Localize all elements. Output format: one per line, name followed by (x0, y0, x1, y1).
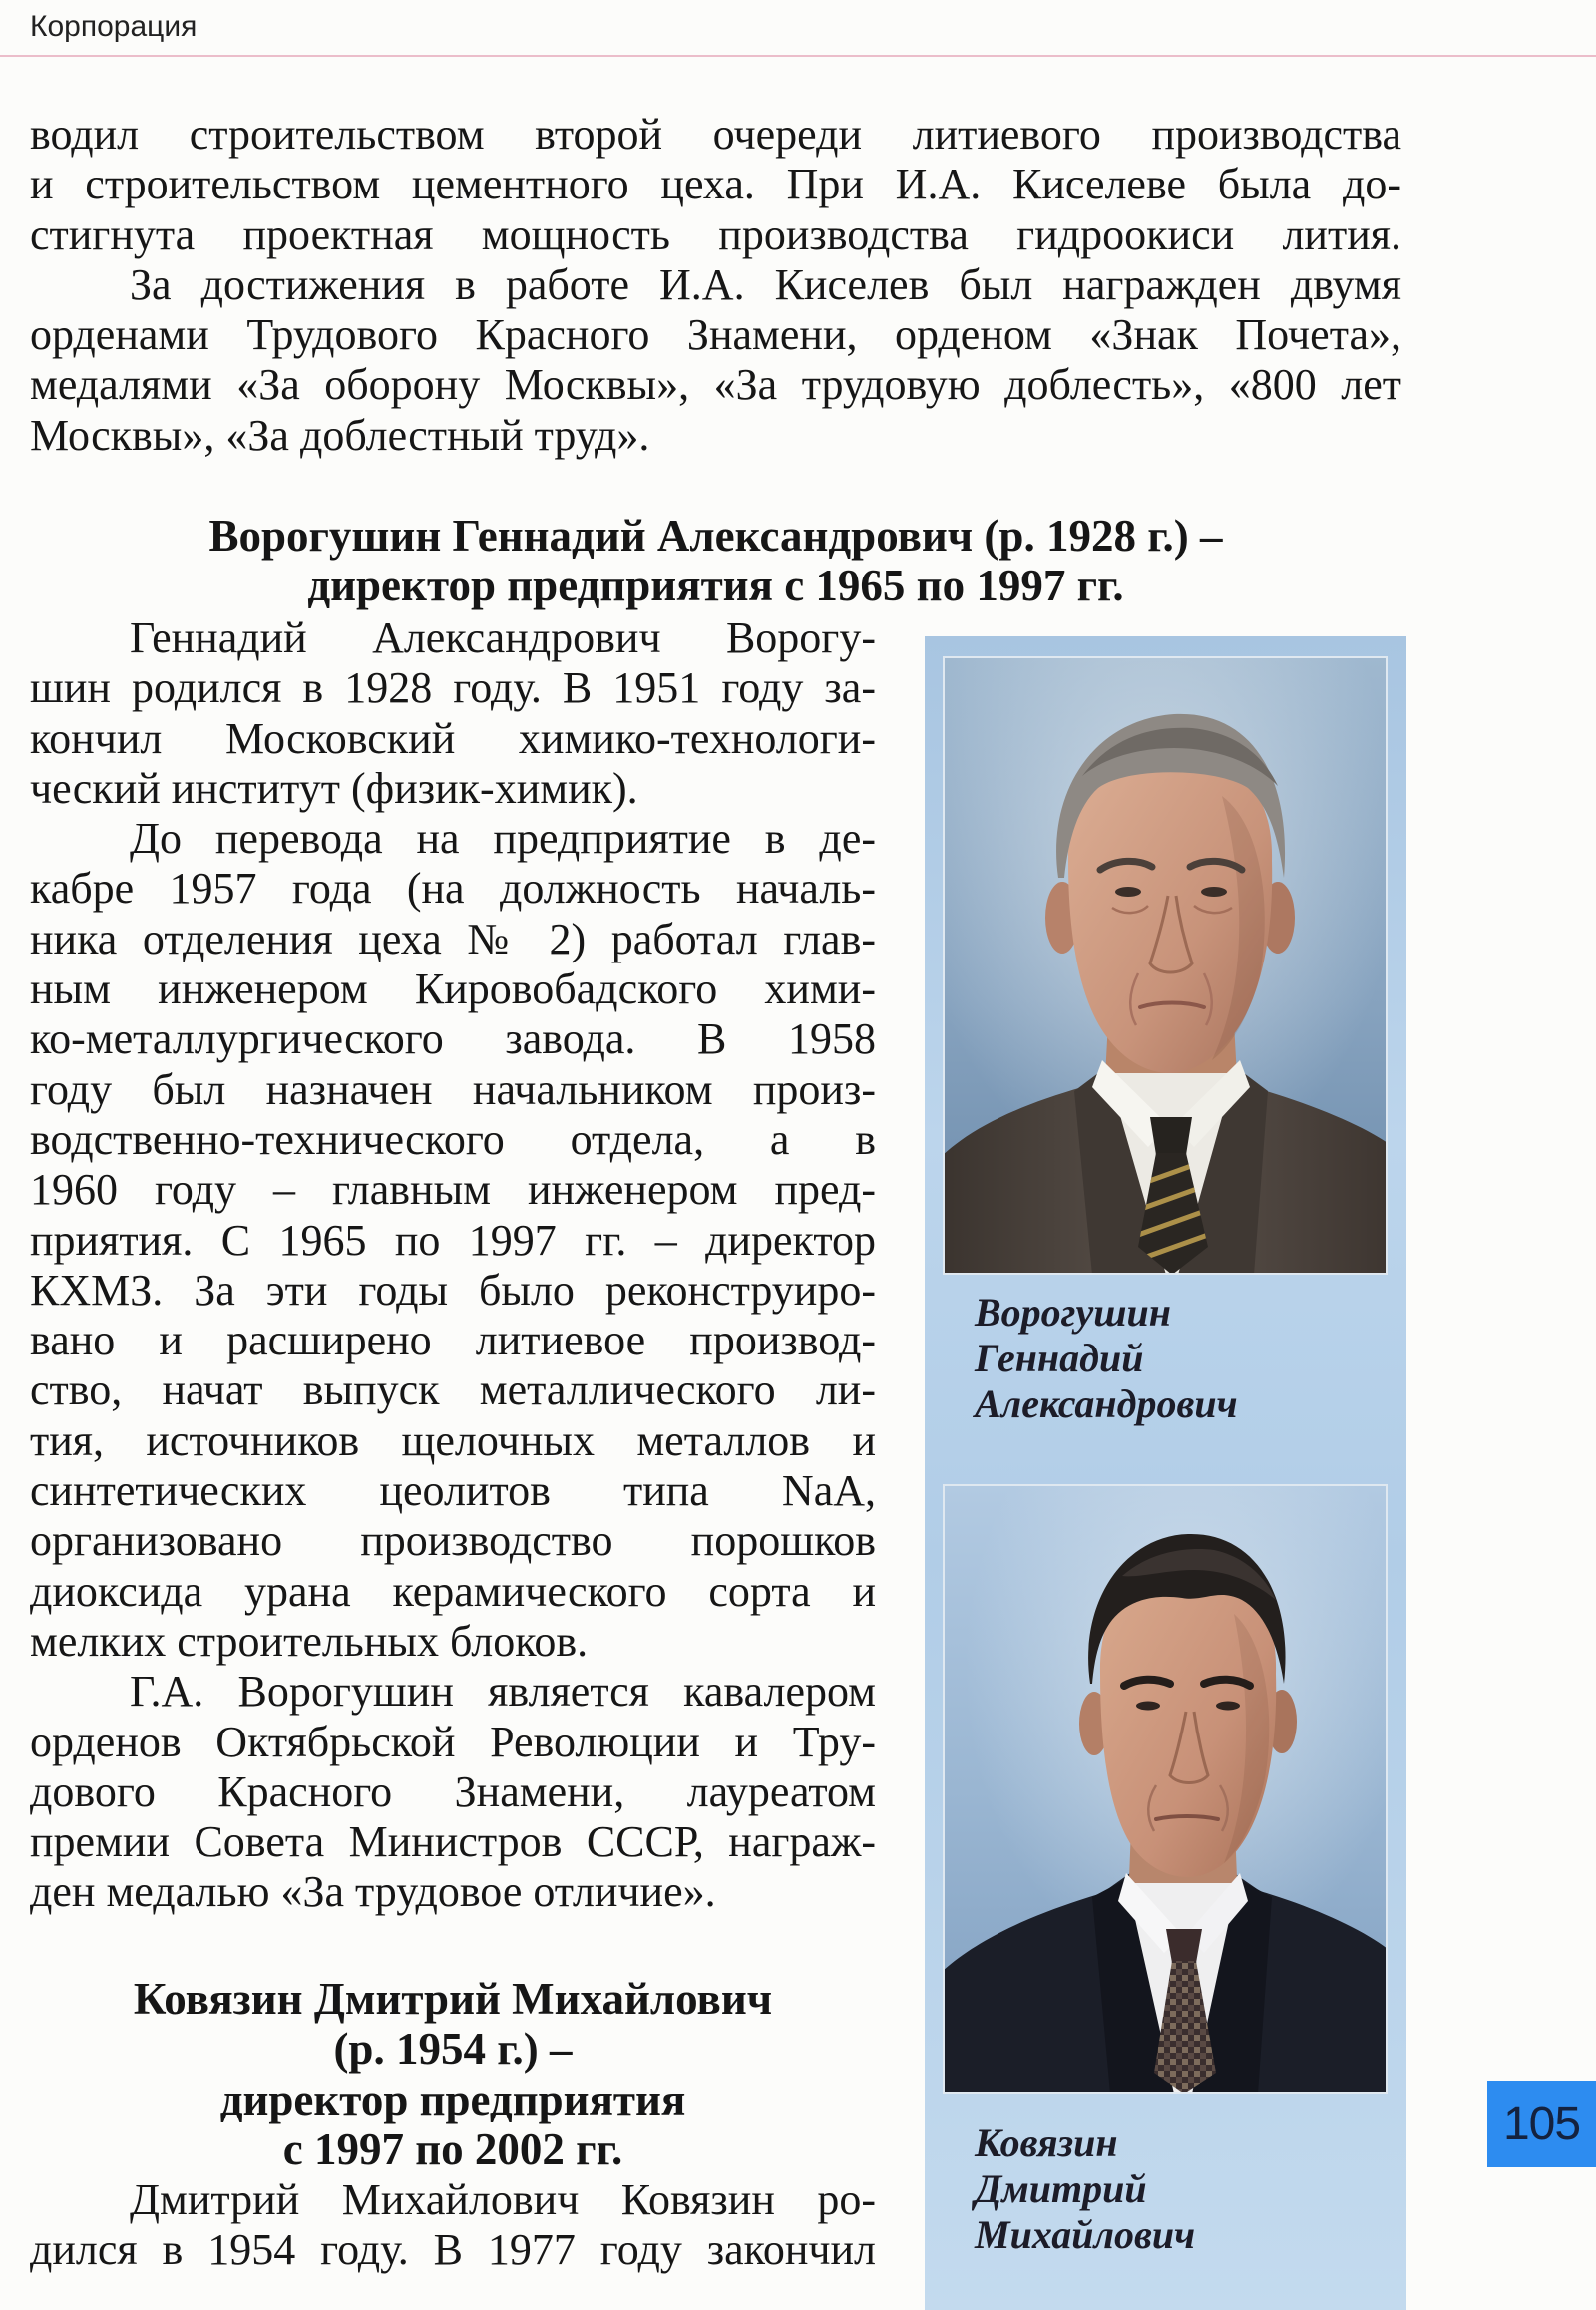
body-text-line: До перевода на предприятие в де- (130, 814, 876, 864)
page-number: 105 (1502, 2098, 1581, 2150)
text-column-continuation (30, 110, 1401, 461)
text-column-voroguschin (30, 613, 876, 1918)
body-text-line: стигнута проектная мощность производства гидроокиси лития. (30, 209, 1401, 259)
photo-caption-line: Александрович (975, 1381, 1238, 1426)
body-text-line: водственно-технического отдела, а в (30, 1114, 876, 1164)
section-heading-line: Ворогушин Геннадий Александрович (р. 1928 г.) – (208, 511, 1223, 561)
body-text-line: диоксида урана керамического сорта и (30, 1566, 876, 1616)
photo-caption-voroguschin (975, 1290, 1238, 1427)
section-heading-line: директор предприятия (219, 2074, 686, 2124)
body-text-line: Геннадий Александрович Ворогу- (130, 613, 876, 662)
body-text-line: ным инженером Кировобадского хими- (30, 964, 876, 1014)
section-heading-voroguschin (30, 511, 1401, 611)
body-text-line: Москвы», «За доблестный труд». (30, 410, 650, 460)
body-text-line: вано и расширено литиевое производ- (30, 1316, 876, 1365)
body-text-line: Дмитрий Михайлович Ковязин ро- (130, 2175, 876, 2224)
body-text-line: мелких строительных блоков. (30, 1616, 589, 1666)
text-column-kovyazin (30, 2175, 876, 2276)
body-text-line: году был назначен начальником произ- (30, 1064, 876, 1114)
section-heading-line: с 1997 по 2002 гг. (282, 2123, 623, 2174)
body-text-line: 1960 году – главным инженером пред- (30, 1165, 876, 1215)
body-text-line: кабре 1957 года (на должность началь- (30, 864, 876, 914)
portrait-photo-kovyazin (943, 1484, 1388, 2094)
portrait-photo-voroguschin (943, 656, 1388, 1275)
body-text-line: дового Красного Знамени, лауреатом (30, 1766, 876, 1816)
body-text-line: орденами Трудового Красного Знамени, орденом «Знак Почета», (30, 310, 1401, 360)
body-text-line: КХМЗ. За эти годы было реконструиро- (30, 1265, 876, 1315)
body-text-line: ческий институт (физик-химик). (30, 763, 638, 813)
body-text-line: приятия. С 1965 по 1997 гг. – директор (30, 1215, 876, 1265)
photo-caption-kovyazin (975, 2120, 1195, 2258)
body-text-line: организовано производство порошков (30, 1516, 876, 1566)
body-text-line: ден медалью «За трудовое отличие». (30, 1867, 716, 1917)
section-heading-line: директор предприятия с 1965 по 1997 гг. (307, 561, 1124, 611)
photo-caption-line: Дмитрий (975, 2166, 1147, 2211)
photo-caption-line: Михайлович (975, 2212, 1196, 2257)
body-text-line: орденов Октябрьской Революции и Тру- (30, 1717, 876, 1766)
body-text-line: дился в 1954 году. В 1977 году закончил (30, 2225, 876, 2275)
body-text-line: ника отделения цеха № 2) работал глав- (30, 914, 876, 963)
body-text-line: водил строительством второй очереди литиевого производства (30, 110, 1401, 159)
body-text-line: За достижения в работе И.А. Киселев был награжден двумя (130, 259, 1401, 309)
running-header: Корпорация (30, 10, 198, 43)
body-text-line: кончил Московский химико-технологи- (30, 713, 876, 763)
photo-caption-line: Ворогушин (975, 1290, 1171, 1335)
body-text-line: шин родился в 1928 году. В 1951 году за- (30, 663, 876, 713)
body-text-line: ство, начат выпуск металлического ли- (30, 1365, 876, 1415)
section-heading-kovyazin (30, 1974, 876, 2174)
body-text-line: тия, источников щелочных металлов и (30, 1415, 876, 1465)
body-text-line: и строительством цементного цеха. При И.А. Киселеве была до- (30, 160, 1401, 209)
photo-caption-line: Ковязин (975, 2120, 1118, 2165)
header-rule (0, 55, 1596, 57)
body-text-line: Г.А. Ворогушин является кавалером (130, 1667, 876, 1717)
body-text-line: синтетических цеолитов типа NaA, (30, 1466, 876, 1516)
section-heading-line: (р. 1954 г.) – (333, 2024, 573, 2075)
body-text-line: медалями «За оборону Москвы», «За трудовую доблесть», «800 лет (30, 360, 1401, 410)
section-heading-line: Ковязин Дмитрий Михайлович (133, 1974, 773, 2024)
body-text-line: ко-металлургического завода. В 1958 (30, 1014, 876, 1064)
body-text-line: премии Совета Министров СССР, награж- (30, 1817, 876, 1867)
photo-caption-line: Геннадий (975, 1336, 1144, 1380)
page-number-box (1487, 2081, 1596, 2167)
